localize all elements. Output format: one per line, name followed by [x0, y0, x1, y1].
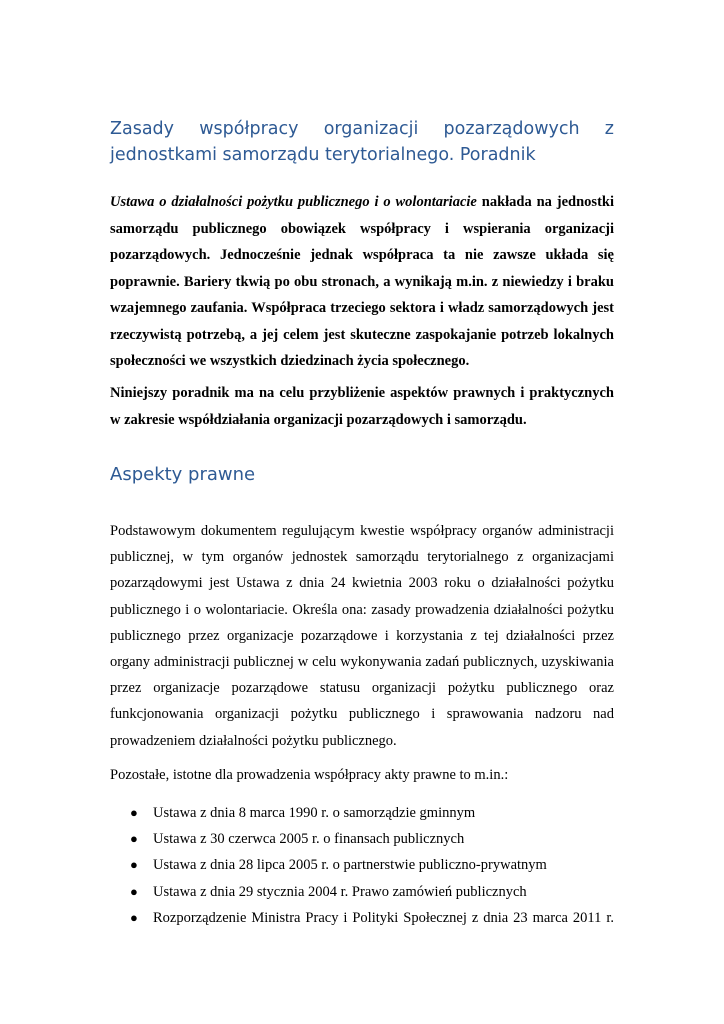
list-item-text: Ustawa z dnia 28 lipca 2005 r. o partnerstwie publiczno-prywatnym	[153, 857, 547, 874]
bullet-icon: ●	[130, 831, 138, 847]
legal-acts-list	[110, 800, 614, 931]
document-title: Zasady współpracy organizacji pozarządowych z jednostkami samorządu terytorialnego. Poradnik	[110, 119, 614, 165]
intro-paragraph-2: Niniejszy poradnik ma na celu przybliżenie aspektów prawnych i praktycznych w zakresie współdziałania organizacji pozarządowych i samorządu.	[110, 385, 614, 428]
list-item	[110, 905, 614, 931]
bullet-icon: ●	[130, 883, 138, 899]
list-item-text: Ustawa z dnia 8 marca 1990 r. o samorządzie gminnym	[153, 805, 476, 821]
section-heading: Aspekty prawne	[110, 464, 256, 485]
bullet-icon: ●	[130, 805, 138, 820]
list-item	[110, 852, 614, 878]
intro-paragraph-1	[110, 189, 614, 375]
body-paragraph-1: Podstawowym dokumentem regulującym kwestie współpracy organów administracji publicznej, w tym organów jednostek samorządu terytorialnego z organizacjami pozarządowymi jest Ustawa z dnia 24 kwietnia 2003 roku o działalności pożytku publicznego i o wolontariacie. Określa ona: zasady prowadzenia działalności pożytku publicznego przez organizacje pozarządowe i korzystania z tej działalności przez organy administracji publicznej w celu wykonywania zadań publicznych, uzyskiwania przez organizacje pozarządowe statusu organizacji pożytku publicznego oraz funkcjonowania organizacji pożytku publicznego i sprawowania nadzoru nad prowadzeniem działalności pożytku publicznego.	[110, 523, 614, 749]
bullet-icon: ●	[130, 857, 138, 873]
list-item-text: Ustawa z 30 czerwca 2005 r. o finansach publicznych	[153, 831, 465, 848]
act-name: Ustawa o działalności pożytku publicznego i o wolontariacie	[110, 194, 477, 210]
list-item-text: Ustawa z dnia 29 stycznia 2004 r. Prawo zamówień publicznych	[153, 883, 527, 900]
body-paragraph-2: Pozostałe, istotne dla prowadzenia współpracy akty prawne to m.in.:	[110, 767, 509, 783]
list-item	[110, 879, 614, 905]
list-item	[110, 826, 614, 852]
intro-paragraph-1-text: nakłada na jednostki samorządu publicznego obowiązek współpracy i wspierania organizacji pozarządowych. Jednocześnie jednak współpraca ta nie zawsze układa się poprawnie. Bariery tkwią po obu stronach, a wynikają m.in. z niewiedzy i braku wzajemnego zaufania. Współpraca trzeciego sektora i władz samorządowych jest rzeczywistą potrzebą, a jej celem jest skuteczne zaspokajanie potrzeb lokalnych społeczności we wszystkich dziedzinach życia społecznego.	[110, 194, 614, 369]
list-item-text: Rozporządzenie Ministra Pracy i Polityki Społecznej z dnia 23 marca 2011 r.	[153, 909, 614, 926]
bullet-icon: ●	[130, 909, 138, 925]
list-item	[110, 800, 614, 826]
